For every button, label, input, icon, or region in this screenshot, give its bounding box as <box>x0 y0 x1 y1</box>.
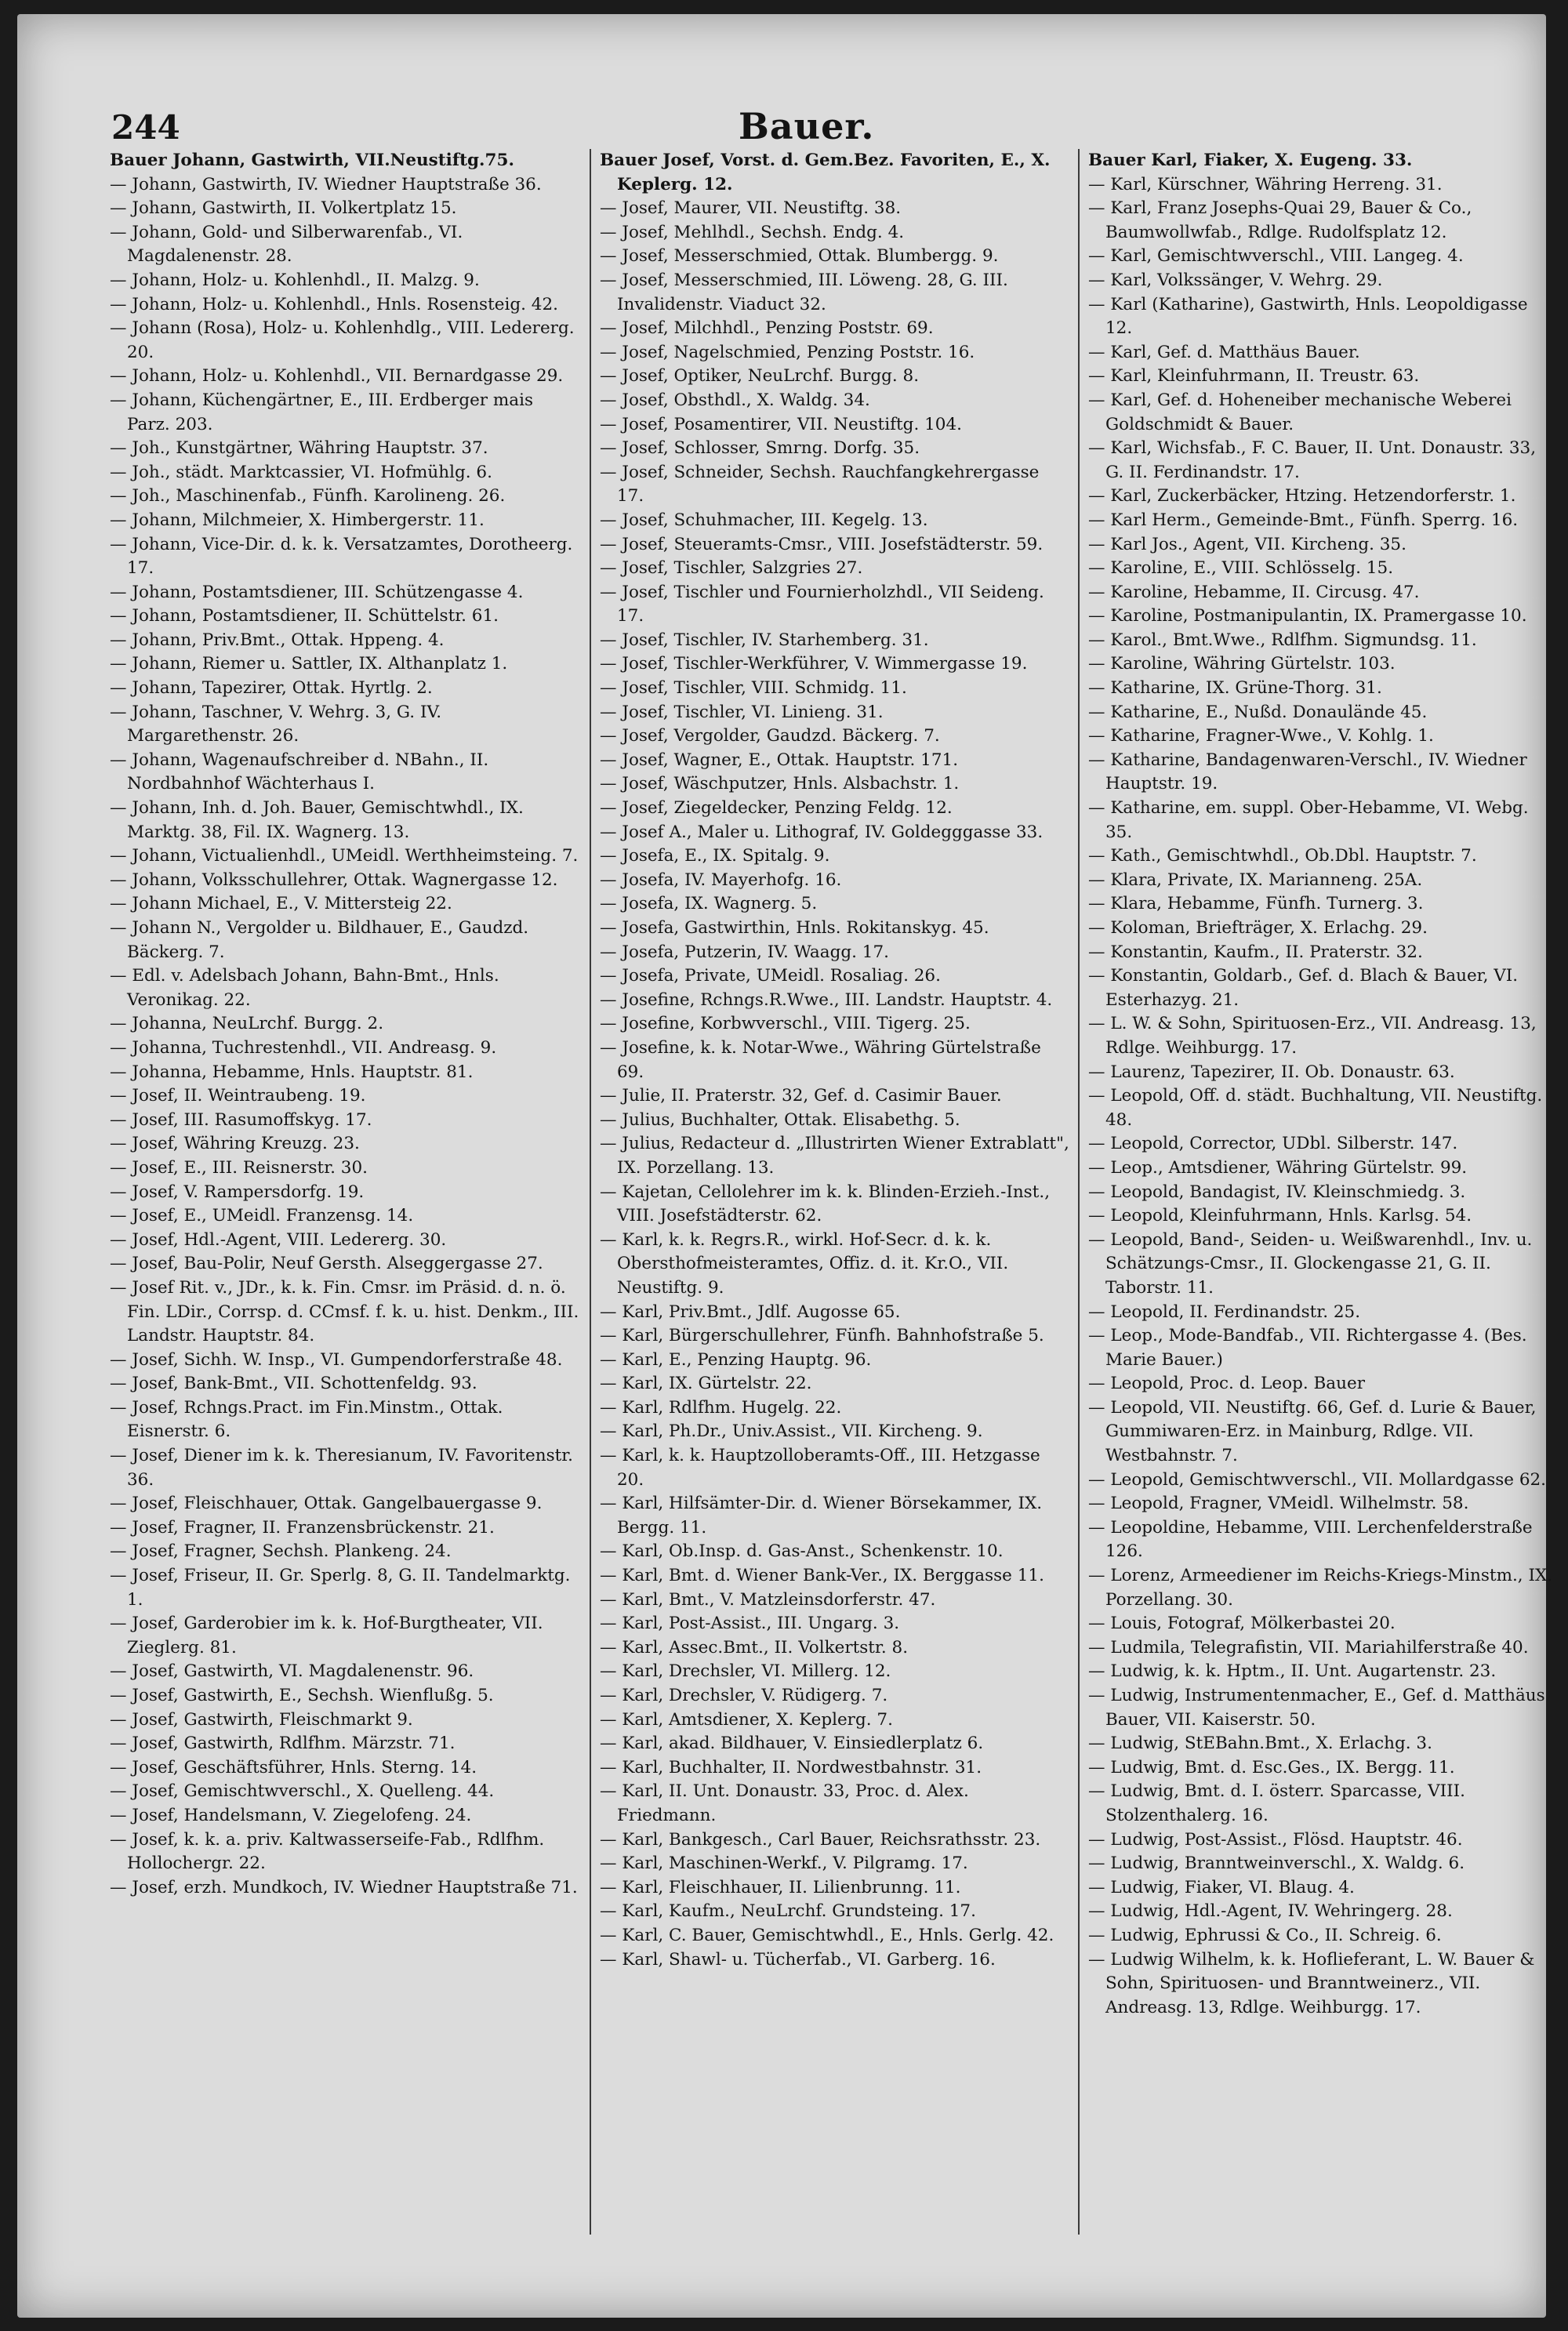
directory-entry: — Karl, Ob.Insp. d. Gas-Anst., Schenkenstr. 10. <box>600 1541 1004 1562</box>
directory-entry: — Josefine, Rchngs.R.Wwe., III. Landstr. Hauptstr. 4. <box>600 989 1053 1010</box>
directory-entry: — Josef, Tischler-Werkführer, V. Wimmergasse 19. <box>600 654 1028 674</box>
directory-entry: — Louis, Fotograf, Mölkerbastei 20. <box>1088 1614 1396 1634</box>
directory-entry: — Karl Herm., Gemeinde-Bmt., Fünfh. Sperrg. 16. <box>1088 510 1519 530</box>
directory-entry: — Karl, Kürschner, Währing Herreng. 31. <box>1088 174 1443 194</box>
directory-entry: — Leopold, Corrector, UDbl. Silberstr. 147. <box>1088 1134 1458 1154</box>
directory-entry: — Karl, Bürgerschullehrer, Fünfh. Bahnhofstraße 5. <box>600 1326 1044 1346</box>
directory-entry: — Leopoldine, Hebamme, VIII. Lerchenfelderstraße 126. <box>1088 1517 1533 1562</box>
directory-entry: — Karl, Ph.Dr., Univ.Assist., VII. Kircheng. 9. <box>600 1421 983 1442</box>
directory-entry: — Josef, Fleischhauer, Ottak. Gangelbauergasse 9. <box>110 1494 543 1514</box>
directory-entry: — Josef, Fragner, Sechsh. Plankeng. 24. <box>110 1541 452 1562</box>
directory-entry: — Josef, Hdl.-Agent, VIII. Ledererg. 30. <box>110 1229 447 1250</box>
directory-entry: — Johann, Tapezirer, Ottak. Hyrtlg. 2. <box>110 678 433 699</box>
directory-entry: — Leop., Mode-Bandfab., VII. Richtergasse 4. (Bes. Marie Bauer.) <box>1088 1326 1527 1370</box>
directory-entry: — Karl, Franz Josephs-Quai 29, Bauer & Co., Baumwollwfab., Rdlge. Rudolfsplatz 12. <box>1088 198 1472 242</box>
directory-entry: — Karl Jos., Agent, VII. Kircheng. 35. <box>1088 534 1406 554</box>
directory-entry: — Katharine, Fragner-Wwe., V. Kohlg. 1. <box>1088 726 1434 746</box>
directory-entry: — Johann, Gastwirth, IV. Wiedner Hauptstraße 36. <box>110 174 542 194</box>
directory-entry: — Karl, Drechsler, VI. Millerg. 12. <box>600 1661 891 1682</box>
page-header <box>111 105 1546 155</box>
directory-entry: — Leopold, Bandagist, IV. Kleinschmiedg. 3. <box>1088 1182 1466 1202</box>
directory-entry: — Josef, Wagner, E., Ottak. Hauptstr. 171. <box>600 750 959 770</box>
directory-entry: — Karl, Assec.Bmt., II. Volkertstr. 8. <box>600 1637 909 1657</box>
page-number: 244 <box>111 108 180 147</box>
directory-entry: — Josefine, Korbwverschl., VIII. Tigerg. 25. <box>600 1014 971 1034</box>
directory-entry: — Ludwig, Hdl.-Agent, IV. Wehringerg. 28. <box>1088 1901 1453 1922</box>
page-title: Bauer. <box>739 105 875 147</box>
directory-entry: — Karl, k. k. Hauptzolloberamts-Off., III. Hetzgasse 20. <box>600 1446 1040 1490</box>
directory-entry: — Johann, Holz- u. Kohlenhdl., Hnls. Rosensteig. 42. <box>110 294 558 314</box>
directory-entry: — Johann, Küchengärtner, E., III. Erdberger mais Parz. 203. <box>110 390 534 434</box>
directory-entry: — Johann, Volksschullehrer, Ottak. Wagnergasse 12. <box>110 870 558 890</box>
directory-entry: — Karl, Rdlfhm. Hugelg. 22. <box>600 1397 842 1418</box>
directory-entry: — Ludwig, Instrumentenmacher, E., Gef. d. Matthäus Bauer, VII. Kaiserstr. 50. <box>1088 1686 1545 1730</box>
directory-entry: — Ludwig, StEBahn.Bmt., X. Erlachg. 3. <box>1088 1734 1432 1754</box>
directory-entry: — Josef, Währing Kreuzg. 23. <box>110 1134 360 1154</box>
directory-entry: — Josef, Diener im k. k. Theresianum, IV. Favoritenstr. 36. <box>110 1446 573 1490</box>
directory-entry: — Josefa, Gastwirthin, Hnls. Rokitanskyg. 45. <box>600 918 989 938</box>
directory-entry: — Josefa, IV. Mayerhofg. 16. <box>600 870 842 890</box>
directory-entry: Bauer Josef, Vorst. d. Gem.Bez. Favoriten, E., X. Keplerg. 12. <box>600 151 1051 194</box>
directory-entry: — Josef, Fragner, II. Franzensbrückenstr. 21. <box>110 1517 495 1538</box>
directory-entry: — Johann, Taschner, V. Wehrg. 3, G. IV. Margarethenstr. 26. <box>110 702 442 746</box>
directory-entry: — Josef, III. Rasumoffskyg. 17. <box>110 1109 372 1130</box>
directory-entry: — Josef, Gastwirth, E., Sechsh. Wienflußg. 5. <box>110 1686 494 1705</box>
directory-entry: — Julius, Redacteur d. „Illustrirten Wiener Extrablatt", IX. Porzellang. 13. <box>600 1134 1069 1178</box>
directory-entry: — Leopold, II. Ferdinandstr. 25. <box>1088 1302 1361 1322</box>
directory-entry: — Josef, Rchngs.Pract. im Fin.Minstm., Ottak. Eisnerstr. 6. <box>110 1397 503 1442</box>
directory-entry: — Karl, Shawl- u. Tücherfab., VI. Garberg. 16. <box>600 1949 996 1970</box>
directory-entry: — Karl, Amtsdiener, X. Keplerg. 7. <box>600 1709 893 1730</box>
directory-entry: — Karl, Gemischtwverschl., VIII. Langeg. 4. <box>1088 246 1464 267</box>
directory-entry: — Karl, Hilfsämter-Dir. d. Wiener Börsekammer, IX. Bergg. 11. <box>600 1494 1043 1538</box>
column-1 <box>110 149 580 2266</box>
directory-entry: — Ludwig, Bmt. d. Esc.Ges., IX. Bergg. 11. <box>1088 1757 1455 1777</box>
directory-entry: — Karl, Fleischhauer, II. Lilienbrunng. 11. <box>600 1877 961 1897</box>
directory-entry: — Josef, Mehlhdl., Sechsh. Endg. 4. <box>600 222 905 242</box>
directory-entry: — Karl, Bmt., V. Matzleinsdorferstr. 47. <box>600 1589 936 1610</box>
directory-entry: — Josefa, Private, UMeidl. Rosaliag. 26. <box>600 966 941 986</box>
directory-entry: — Karl, Bmt. d. Wiener Bank-Ver., IX. Berggasse 11. <box>600 1566 1044 1586</box>
directory-entry: — Karl, Volkssänger, V. Wehrg. 29. <box>1088 270 1383 290</box>
directory-entry: — Josef, E., UMeidl. Franzensg. 14. <box>110 1206 414 1226</box>
directory-entry: — Ludwig, k. k. Hptm., II. Unt. Augartenstr. 23. <box>1088 1661 1497 1682</box>
directory-entry: — Josef, Friseur, II. Gr. Sperlg. 8, G. II. Tandelmarktg. 1. <box>110 1566 571 1610</box>
directory-entry: — Karoline, E., VIII. Schlösselg. 15. <box>1088 558 1394 579</box>
directory-entry: — Karl, Buchhalter, II. Nordwestbahnstr. 31. <box>600 1757 982 1777</box>
directory-entry: — Karl, Bankgesch., Carl Bauer, Reichsrathsstr. 23. <box>600 1829 1041 1850</box>
directory-entry: — Josef, Handelsmann, V. Ziegelofeng. 24. <box>110 1805 472 1825</box>
directory-entry: — Josef, Messerschmied, Ottak. Blumbergg. 9. <box>600 246 999 267</box>
directory-entry: — Karl, Gef. d. Hoheneiber mechanische Weberei Goldschmidt & Bauer. <box>1088 390 1512 434</box>
directory-entry: — Ludwig, Fiaker, VI. Blaug. 4. <box>1088 1877 1355 1897</box>
column-divider <box>590 149 591 2235</box>
directory-entry: — Johann, Postamtsdiener, III. Schützengasse 4. <box>110 582 524 602</box>
directory-entry: — Josef Rit. v., JDr., k. k. Fin. Cmsr. im Präsid. d. n. ö. Fin. LDir., Corrsp. d. CCmsf. f. k. u. hist. Denkm., III. Landstr. Hauptstr. 84. <box>110 1277 579 1346</box>
directory-entry: — Josef, erzh. Mundkoch, IV. Wiedner Hauptstraße 71. <box>110 1877 578 1897</box>
directory-entry: — Karl, Gef. d. Matthäus Bauer. <box>1088 342 1360 362</box>
directory-entry: — Josef, Schuhmacher, III. Kegelg. 13. <box>600 510 928 530</box>
directory-entry: — Edl. v. Adelsbach Johann, Bahn-Bmt., Hnls. Veronikag. 22. <box>110 966 499 1010</box>
directory-entry: — Konstantin, Goldarb., Gef. d. Blach & Bauer, VI. Esterhazyg. 21. <box>1088 966 1519 1010</box>
directory-entry: — Ludmila, Telegrafistin, VII. Mariahilferstraße 40. <box>1088 1637 1529 1657</box>
directory-entry: — Johann, Victualienhdl., UMeidl. Werthheimsteing. 7. <box>110 846 579 866</box>
directory-entry: — Josefa, IX. Wagnerg. 5. <box>600 894 818 914</box>
directory-entry: — Josef, Wäschputzer, Hnls. Alsbachstr. 1. <box>600 774 960 794</box>
directory-entry: — Karl, Drechsler, V. Rüdigerg. 7. <box>600 1686 888 1705</box>
directory-entry: — Josef, Tischler, IV. Starhemberg. 31. <box>600 630 929 650</box>
directory-entry: — Josef, Milchhdl., Penzing Poststr. 69. <box>600 318 934 339</box>
directory-entry: — Johann, Wagenaufschreiber d. NBahn., II. Nordbahnhof Wächterhaus I. <box>110 750 489 794</box>
directory-entry: — Josef, k. k. a. priv. Kaltwasserseife-Fab., Rdlfhm. Hollochergr. 22. <box>110 1829 545 1874</box>
directory-entry: — Johann, Milchmeier, X. Himbergerstr. 11. <box>110 510 485 530</box>
directory-entry: — Leop., Amtsdiener, Währing Gürtelstr. 99. <box>1088 1157 1468 1178</box>
directory-entry: — Josef, Tischler, Salzgries 27. <box>600 558 863 579</box>
directory-entry: — Karl, E., Penzing Hauptg. 96. <box>600 1349 872 1370</box>
directory-entry: — Koloman, Briefträger, X. Erlachg. 29. <box>1088 918 1428 938</box>
directory-entry: Bauer Johann, Gastwirth, VII.Neustiftg.75. <box>110 151 514 170</box>
directory-entry: — Johann, Gold- und Silberwarenfab., VI. Magdalenenstr. 28. <box>110 222 463 267</box>
column-2 <box>600 149 1070 2266</box>
directory-entry: — Josef, Ziegeldecker, Penzing Feldg. 12. <box>600 798 953 819</box>
directory-entry: — Josef, Gemischtwverschl., X. Quelleng. 44. <box>110 1781 495 1802</box>
directory-entry: — Julius, Buchhalter, Ottak. Elisabethg. 5. <box>600 1109 960 1130</box>
directory-entry: — Leopold, Proc. d. Leop. Bauer <box>1088 1374 1365 1394</box>
directory-entry: — Johann, Gastwirth, II. Volkertplatz 15. <box>110 198 457 219</box>
directory-entry: — Karl, Maschinen-Werkf., V. Pilgramg. 17. <box>600 1854 968 1874</box>
directory-entry: — Josef, Nagelschmied, Penzing Poststr. 16. <box>600 342 975 362</box>
directory-entry: — Karl, Zuckerbäcker, Htzing. Hetzendorferstr. 1. <box>1088 486 1516 507</box>
directory-entry: — Josef, Obsthdl., X. Waldg. 34. <box>600 390 870 410</box>
directory-entry: — Johanna, Hebamme, Hnls. Hauptstr. 81. <box>110 1062 474 1082</box>
directory-entry: — Katharine, em. suppl. Ober-Hebamme, VI. Webg. 35. <box>1088 798 1529 842</box>
directory-entry: — Josef, Sichh. W. Insp., VI. Gumpendorferstraße 48. <box>110 1349 563 1370</box>
directory-entry: — Josef, Schlosser, Smrng. Dorfg. 35. <box>600 438 920 459</box>
directory-entry: — Josef, Gastwirth, Fleischmarkt 9. <box>110 1709 413 1730</box>
directory-entry: — Katharine, E., Nußd. Donaulände 45. <box>1088 702 1428 722</box>
directory-entry: — Karoline, Hebamme, II. Circusg. 47. <box>1088 582 1420 602</box>
directory-entry: — Ludwig, Post-Assist., Flösd. Hauptstr. 46. <box>1088 1829 1463 1850</box>
directory-entry: — Leopold, Fragner, VMeidl. Wilhelmstr. 58. <box>1088 1494 1469 1514</box>
directory-entry: — Josef, Messerschmied, III. Löweng. 28, G. III. Invalidenstr. Viaduct 32. <box>600 270 1008 314</box>
directory-entry: — Johann, Vice-Dir. d. k. k. Versatzamtes, Dorotheerg. 17. <box>110 534 573 579</box>
directory-entry: — Johann, Holz- u. Kohlenhdl., II. Malzg. 9. <box>110 270 480 290</box>
directory-entry: — Johann, Holz- u. Kohlenhdl., VII. Bernardgasse 29. <box>110 366 564 387</box>
directory-entry: — Josef, Bau-Polir, Neuf Gersth. Alseggergasse 27. <box>110 1254 543 1274</box>
directory-entry: — Josef, Tischler und Fournierholzhdl., VII Seideng. 17. <box>600 582 1044 626</box>
directory-entry: — Karl (Katharine), Gastwirth, Hnls. Leopoldigasse 12. <box>1088 294 1528 339</box>
directory-entry: — Johann Michael, E., V. Mittersteig 22. <box>110 894 452 914</box>
directory-entry: — Joh., Maschinenfab., Fünfh. Karolineng. 26. <box>110 486 506 507</box>
directory-entry: — Kajetan, Cellolehrer im k. k. Blinden-Erzieh.-Inst., VIII. Josefstädterstr. 62. <box>600 1182 1051 1226</box>
directory-entry: — Katharine, Bandagenwaren-Verschl., IV. Wiedner Hauptstr. 19. <box>1088 750 1527 794</box>
directory-entry: — Leopold, Kleinfuhrmann, Hnls. Karlsg. 54. <box>1088 1206 1472 1226</box>
directory-entry: — Josef, Bank-Bmt., VII. Schottenfeldg. 93. <box>110 1374 477 1394</box>
directory-entry: — Karl, C. Bauer, Gemischtwhdl., E., Hnls. Gerlg. 42. <box>600 1925 1054 1945</box>
directory-entry: — Laurenz, Tapezirer, II. Ob. Donaustr. 63. <box>1088 1062 1455 1082</box>
directory-entry: — Leopold, Off. d. städt. Buchhaltung, VII. Neustiftg. 48. <box>1088 1086 1543 1130</box>
directory-entry: — Ludwig, Branntweinverschl., X. Waldg. 6. <box>1088 1854 1465 1874</box>
directory-entry: — Ludwig, Bmt. d. I. österr. Sparcasse, VIII. Stolzenthalerg. 16. <box>1088 1781 1465 1825</box>
directory-entry: — Josef, Gastwirth, VI. Magdalenenstr. 96. <box>110 1661 474 1682</box>
directory-entry: — Karl, Priv.Bmt., Jdlf. Augosse 65. <box>600 1302 901 1322</box>
directory-entry: — Karl, Post-Assist., III. Ungarg. 3. <box>600 1614 900 1634</box>
directory-entry: — Johann, Inh. d. Joh. Bauer, Gemischtwhdl., IX. Marktg. 38, Fil. IX. Wagnerg. 13. <box>110 798 524 842</box>
directory-entry: — L. W. & Sohn, Spirituosen-Erz., VII. Andreasg. 13, Rdlge. Weihburgg. 17. <box>1088 1014 1537 1058</box>
column-3 <box>1088 149 1559 2266</box>
directory-entry: — Karl, Kleinfuhrmann, II. Treustr. 63. <box>1088 366 1420 387</box>
directory-entry: — Josef, Steueramts-Cmsr., VIII. Josefstädterstr. 59. <box>600 534 1044 554</box>
directory-entry: — Josef A., Maler u. Lithograf, IV. Goldegggasse 33. <box>600 822 1044 842</box>
directory-entry: — Josef, Optiker, NeuLrchf. Burgg. 8. <box>600 366 920 387</box>
directory-entry: — Klara, Hebamme, Fünfh. Turnerg. 3. <box>1088 894 1424 914</box>
directory-entry: — Joh., städt. Marktcassier, VI. Hofmühlg. 6. <box>110 462 492 482</box>
directory-entry: — Ludwig, Ephrussi & Co., II. Schreig. 6. <box>1088 1925 1442 1945</box>
directory-entry: — Josefa, Putzerin, IV. Waagg. 17. <box>600 942 889 962</box>
directory-entry: — Leopold, Gemischtwverschl., VII. Mollardgasse 62. <box>1088 1469 1547 1490</box>
directory-entry: — Josef, Schneider, Sechsh. Rauchfangkehrergasse 17. <box>600 462 1040 507</box>
directory-entry: — Karl, akad. Bildhauer, V. Einsiedlerplatz 6. <box>600 1734 984 1754</box>
directory-entry: — Josef, V. Rampersdorfg. 19. <box>110 1182 365 1202</box>
directory-entry: — Johann, Riemer u. Sattler, IX. Althanplatz 1. <box>110 654 508 674</box>
directory-entry: — Karl, Wichsfab., F. C. Bauer, II. Unt. Donaustr. 33, G. II. Ferdinandstr. 17. <box>1088 438 1537 482</box>
directory-entry: — Josef, E., III. Reisnerstr. 30. <box>110 1157 368 1178</box>
directory-entry: — Julie, II. Praterstr. 32, Gef. d. Casimir Bauer. <box>600 1086 1002 1106</box>
directory-entry: — Joh., Kunstgärtner, Währing Hauptstr. 37. <box>110 438 488 459</box>
directory-entry: — Karol., Bmt.Wwe., Rdlfhm. Sigmundsg. 11. <box>1088 630 1477 650</box>
directory-entry: — Karoline, Postmanipulantin, IX. Pramergasse 10. <box>1088 606 1527 626</box>
directory-entry: — Johann N., Vergolder u. Bildhauer, E., Gaudzd. Bäckerg. 7. <box>110 918 529 962</box>
directory-entry: — Konstantin, Kaufm., II. Praterstr. 32. <box>1088 942 1423 962</box>
directory-entry: — Josef, Maurer, VII. Neustiftg. 38. <box>600 198 902 219</box>
directory-entry: — Josef, Geschäftsführer, Hnls. Sterng. 14. <box>110 1757 477 1777</box>
directory-entry: — Josef, II. Weintraubeng. 19. <box>110 1086 366 1106</box>
directory-entry: — Josefa, E., IX. Spitalg. 9. <box>600 846 830 866</box>
directory-entry: — Johann, Priv.Bmt., Ottak. Hppeng. 4. <box>110 630 445 650</box>
directory-entry: Bauer Karl, Fiaker, X. Eugeng. 33. <box>1088 151 1413 170</box>
directory-entry: — Leopold, VII. Neustiftg. 66, Gef. d. Lurie & Bauer, Gummiwaren-Erz. in Mainburg, Rdlge. VII. Westbahnstr. 7. <box>1088 1397 1537 1466</box>
directory-entry: — Josef, Gastwirth, Rdlfhm. Märzstr. 71. <box>110 1734 456 1754</box>
directory-entry: — Katharine, IX. Grüne-Thorg. 31. <box>1088 678 1382 699</box>
directory-entry: — Josef, Tischler, VI. Linieng. 31. <box>600 702 884 722</box>
directory-entry: — Kath., Gemischtwhdl., Ob.Dbl. Hauptstr. 7. <box>1088 846 1477 866</box>
directory-entry: — Josefine, k. k. Notar-Wwe., Währing Gürtelstraße 69. <box>600 1037 1041 1082</box>
directory-entry: — Karl, Kaufm., NeuLrchf. Grundsteing. 17. <box>600 1901 976 1922</box>
directory-entry: — Josef, Garderobier im k. k. Hof-Burgtheater, VII. Zieglerg. 81. <box>110 1614 543 1657</box>
directory-entry: — Karl, IX. Gürtelstr. 22. <box>600 1374 812 1394</box>
directory-entry: — Klara, Private, IX. Marianneng. 25A. <box>1088 870 1423 890</box>
directory-entry: — Karl, k. k. Regrs.R., wirkl. Hof-Secr. d. k. k. Obersthofmeisteramtes, Offiz. d. it. Kr.O., VII. Neustiftg. 9. <box>600 1229 1009 1298</box>
directory-entry: — Ludwig Wilhelm, k. k. Hoflieferant, L. W. Bauer & Sohn, Spirituosen- und Branntweinerz., VII. Andreasg. 13, Rdlge. Weihburgg. 17. <box>1088 1949 1535 2017</box>
directory-entry: — Leopold, Band-, Seiden- u. Weißwarenhdl., Inv. u. Schätzungs-Cmsr., II. Glockengasse 21, G. II. Taborstr. 11. <box>1088 1229 1533 1298</box>
directory-entry: — Josef, Vergolder, Gaudzd. Bäckerg. 7. <box>600 726 940 746</box>
directory-entry: — Karl, II. Unt. Donaustr. 33, Proc. d. Alex. Friedmann. <box>600 1781 969 1825</box>
directory-entry: — Johanna, NeuLrchf. Burgg. 2. <box>110 1014 384 1034</box>
directory-entry: — Josef, Tischler, VIII. Schmidg. 11. <box>600 678 907 699</box>
directory-entry: — Johann, Postamtsdiener, II. Schüttelstr. 61. <box>110 606 499 626</box>
directory-entry: — Josef, Posamentirer, VII. Neustiftg. 104. <box>600 414 962 434</box>
directory-entry: — Karoline, Währing Gürtelstr. 103. <box>1088 654 1396 674</box>
directory-entry: — Johann (Rosa), Holz- u. Kohlenhdlg., VIII. Ledererg. 20. <box>110 318 575 362</box>
directory-entry: — Johanna, Tuchrestenhdl., VII. Andreasg. 9. <box>110 1037 497 1058</box>
directory-entry: — Lorenz, Armeediener im Reichs-Kriegs-Minstm., IX. Porzellang. 30. <box>1088 1566 1553 1610</box>
column-divider <box>1078 149 1080 2235</box>
